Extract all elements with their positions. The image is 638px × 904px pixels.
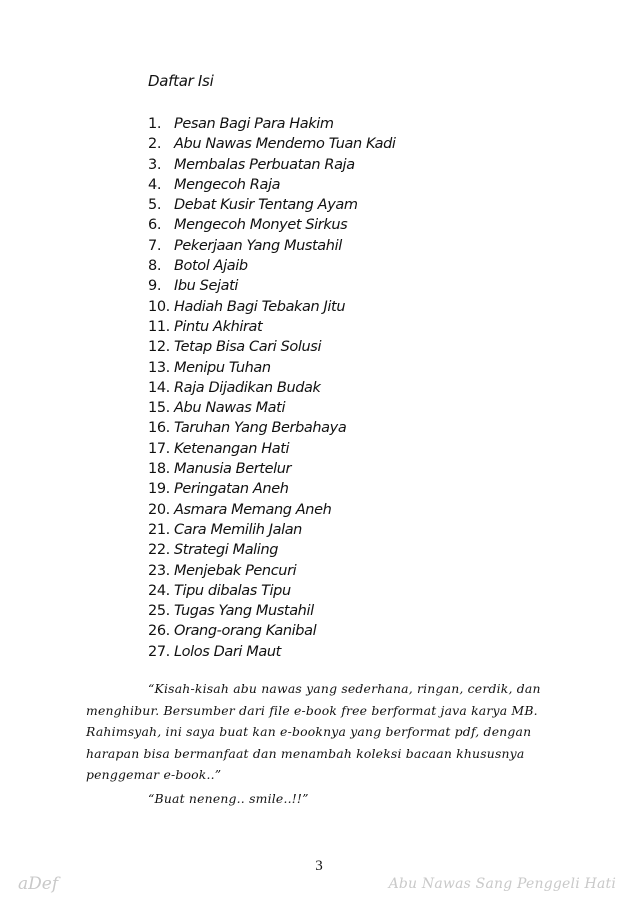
toc-item-number: 24. (148, 582, 170, 599)
toc-item-title: Manusia Bertelur (174, 461, 292, 478)
toc-item-title: Tetap Bisa Cari Solusi (174, 339, 322, 356)
toc-item-title: Strategi Maling (174, 542, 279, 559)
toc-item (148, 561, 568, 581)
toc-item-number: 27. (148, 643, 170, 660)
toc-item-number: 5. (148, 197, 162, 214)
toc-item (148, 601, 568, 621)
toc-item-title: Orang-orang Kanibal (174, 623, 317, 640)
toc-item-number: 3. (148, 156, 162, 173)
toc-item-title: Tugas Yang Mustahil (174, 603, 314, 620)
toc-item-number: 15. (148, 400, 170, 417)
toc-item (148, 134, 568, 154)
toc-item-number: 4. (148, 176, 162, 193)
toc-item-title: Pesan Bagi Para Hakim (174, 116, 334, 132)
toc-item-number: 7. (148, 237, 162, 254)
toc-item-number: 1. (148, 116, 162, 132)
intro-paragraph: “Kisah-kisah abu nawas yang sederhana, ringan, cerdik, dan menghibur. Bersumber dari file e-book free berformat java karya MB. Rahimsyah, ini saya buat kan e-booknya yang berformat pdf, dengan harapan bisa bermanfaat dan menambah koleksi bacaan khususnya penggemar e-book..” (86, 681, 541, 782)
toc-item-title: Peringatan Aneh (174, 481, 289, 498)
toc-item-number: 6. (148, 217, 162, 234)
toc-item (148, 256, 568, 276)
toc-item-number: 9. (148, 278, 162, 295)
toc-item (148, 297, 568, 317)
toc-item (148, 195, 568, 215)
toc-item-number: 11. (148, 318, 170, 335)
toc-item-number: 17. (148, 440, 170, 457)
toc-item (148, 155, 568, 175)
toc-item (148, 439, 568, 459)
toc-item-number: 16. (148, 420, 170, 437)
toc-item-number: 14. (148, 379, 170, 396)
toc-item (148, 175, 568, 195)
toc-item (148, 621, 568, 641)
toc-item-number: 13. (148, 359, 170, 376)
toc-item-title: Mengecoh Monyet Sirkus (174, 217, 348, 234)
toc-item-title: Asmara Memang Aneh (174, 501, 332, 518)
toc-item-number: 25. (148, 603, 170, 620)
toc-item-title: Taruhan Yang Berbahaya (174, 420, 347, 437)
toc-item-number: 10. (148, 298, 170, 315)
toc-item-title: Menjebak Pencuri (174, 562, 297, 579)
toc-item-number: 12. (148, 339, 170, 356)
toc-item-title: Raja Dijadikan Budak (174, 379, 321, 396)
toc-item (148, 398, 568, 418)
toc-item (148, 114, 568, 134)
toc-item-title: Membalas Perbuatan Raja (174, 156, 355, 173)
toc-item (148, 581, 568, 601)
toc-item-title: Menipu Tuhan (174, 359, 271, 376)
toc-item-number: 19. (148, 481, 170, 498)
toc-item-title: Cara Memilih Jalan (174, 521, 302, 538)
toc-item (148, 358, 568, 378)
toc-item (148, 520, 568, 540)
toc-item-title: Lolos Dari Maut (174, 643, 281, 660)
toc-item-number: 8. (148, 258, 162, 275)
toc-item-title: Debat Kusir Tentang Ayam (174, 197, 358, 214)
toc-item (148, 378, 568, 398)
toc-item (148, 540, 568, 560)
toc-item-number: 22. (148, 542, 170, 559)
footer-signature: aDef (18, 874, 59, 894)
toc-title: Daftar Isi (148, 72, 214, 90)
toc-item-number: 21. (148, 521, 170, 538)
toc-item-title: Tipu dibalas Tipu (174, 582, 291, 599)
toc-item (148, 236, 568, 256)
toc-item (148, 317, 568, 337)
toc-item-title: Botol Ajaib (174, 258, 248, 275)
toc-item-number: 2. (148, 136, 162, 153)
dedication-paragraph: “Buat neneng.. smile..!!” (148, 791, 309, 806)
toc-item-title: Ketenangan Hati (174, 440, 290, 457)
toc-item (148, 215, 568, 235)
toc-item (148, 642, 568, 662)
footer-book-title: Abu Nawas Sang Penggeli Hati (388, 876, 616, 892)
toc-item-number: 26. (148, 623, 170, 640)
toc-item-title: Ibu Sejati (174, 278, 239, 295)
toc-item-number: 20. (148, 501, 170, 518)
page-number: 3 (315, 858, 323, 874)
toc-item-title: Abu Nawas Mati (174, 400, 286, 417)
toc-item-number: 18. (148, 461, 170, 478)
toc-item-title: Pekerjaan Yang Mustahil (174, 237, 342, 254)
toc-item-title: Abu Nawas Mendemo Tuan Kadi (174, 136, 396, 153)
toc-item (148, 418, 568, 438)
toc-item-number: 23. (148, 562, 170, 579)
toc-list (148, 114, 568, 662)
toc-item (148, 276, 568, 296)
toc-item (148, 337, 568, 357)
toc-item-title: Hadiah Bagi Tebakan Jitu (174, 298, 346, 315)
toc-item (148, 459, 568, 479)
toc-item-title: Pintu Akhirat (174, 318, 263, 335)
toc-item (148, 500, 568, 520)
toc-item (148, 479, 568, 499)
toc-item-title: Mengecoh Raja (174, 176, 281, 193)
